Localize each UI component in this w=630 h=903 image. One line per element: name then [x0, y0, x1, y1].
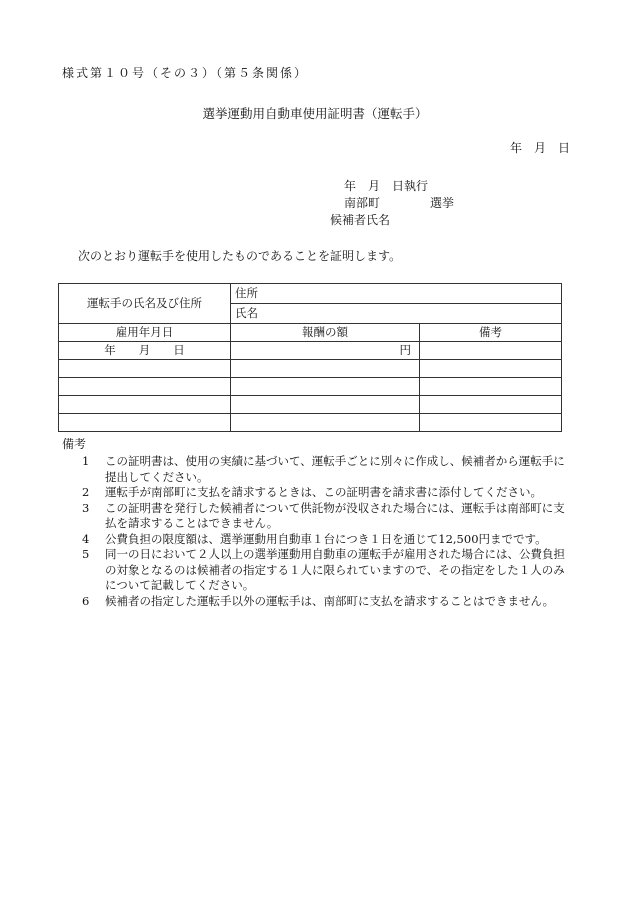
issue-date: 年 月 日 — [509, 141, 570, 155]
address-field[interactable] — [231, 284, 562, 304]
remuneration-cell[interactable] — [231, 360, 420, 378]
certification-statement: 次のとおり運転手を使用したものであることを証明します。 — [78, 249, 402, 263]
table-header-row — [59, 324, 562, 342]
note-text: 運転手が南部町に支払を請求するときは、この証明書を請求書に添付してください。 — [105, 485, 542, 499]
note-text: 同一の日において２人以上の選挙運動用自動車の運転手が雇用された場合には、公費負担の対象となるのは候補者の指定する１人に限られていますので、その指定をした１人のみについて記載してください。 — [105, 547, 565, 592]
note-number: 2 — [82, 485, 90, 499]
remarks-cell[interactable] — [420, 396, 562, 414]
note-text: この証明書を発行した候補者について供託物が没収された場合には、運転手は南部町に支払を請求することはできません。 — [105, 500, 565, 530]
note-item — [62, 594, 572, 610]
candidate-name-label: 候補者氏名 — [330, 213, 391, 227]
remarks-cell[interactable] — [420, 360, 562, 378]
name-label: 氏名 — [235, 306, 258, 320]
address-label: 住所 — [235, 286, 258, 300]
remuneration-cell[interactable] — [231, 378, 420, 396]
note-number: 3 — [82, 500, 90, 515]
remuneration-cell[interactable] — [231, 342, 420, 360]
driver-name-address-label: 運転手の氏名及び住所 — [59, 284, 231, 324]
document-title: 選挙運動用自動車使用証明書（運転手） — [202, 106, 428, 121]
note-number: 4 — [82, 531, 90, 546]
note-number: 6 — [82, 593, 90, 608]
election-label: 選挙 — [430, 196, 455, 210]
employment-date-cell[interactable] — [59, 360, 231, 378]
notes-list — [62, 454, 572, 609]
name-field[interactable] — [231, 304, 562, 324]
remarks-cell[interactable] — [420, 414, 562, 432]
remarks-cell[interactable] — [420, 342, 562, 360]
note-item — [62, 532, 572, 548]
table-row — [59, 284, 562, 304]
table-row — [59, 414, 562, 432]
note-item — [62, 454, 572, 485]
driver-table — [58, 283, 562, 432]
yen-unit: 円 — [399, 343, 411, 357]
note-item — [62, 547, 572, 594]
note-text: 候補者の指定した運転手以外の運転手は、南部町に支払を請求することはできません。 — [105, 593, 555, 608]
table-row — [59, 378, 562, 396]
note-number: 1 — [82, 454, 90, 468]
col-header-remarks: 備考 — [420, 324, 562, 342]
table-row — [59, 342, 562, 360]
employment-date-cell[interactable] — [59, 414, 231, 432]
employment-date-cell[interactable] — [59, 378, 231, 396]
note-text: この証明書は、使用の実績に基づいて、運転手ごとに別々に作成し、候補者から運転手に提出してください。 — [105, 454, 565, 484]
form-number: 様式第１０号（その３）（第５条関係） — [62, 66, 309, 80]
note-item — [62, 501, 572, 532]
note-number: 5 — [82, 547, 90, 561]
execution-date: 年 月 日執行 — [344, 179, 429, 193]
col-header-remuneration: 報酬の額 — [231, 324, 420, 342]
note-item — [62, 485, 572, 501]
col-header-employment-date: 雇用年月日 — [59, 324, 231, 342]
remuneration-cell[interactable] — [231, 414, 420, 432]
notes-heading: 備考 — [62, 437, 87, 451]
employment-date-cell[interactable]: 年 月 日 — [59, 342, 231, 360]
table-row — [59, 396, 562, 414]
town-name: 南部町 — [344, 196, 381, 210]
employment-date-cell[interactable] — [59, 396, 231, 414]
note-text: 公費負担の限度額は、選挙運動用自動車１台につき１日を通じて12,500円までです。 — [105, 531, 547, 546]
table-row — [59, 360, 562, 378]
remuneration-cell[interactable] — [231, 396, 420, 414]
remarks-cell[interactable] — [420, 378, 562, 396]
